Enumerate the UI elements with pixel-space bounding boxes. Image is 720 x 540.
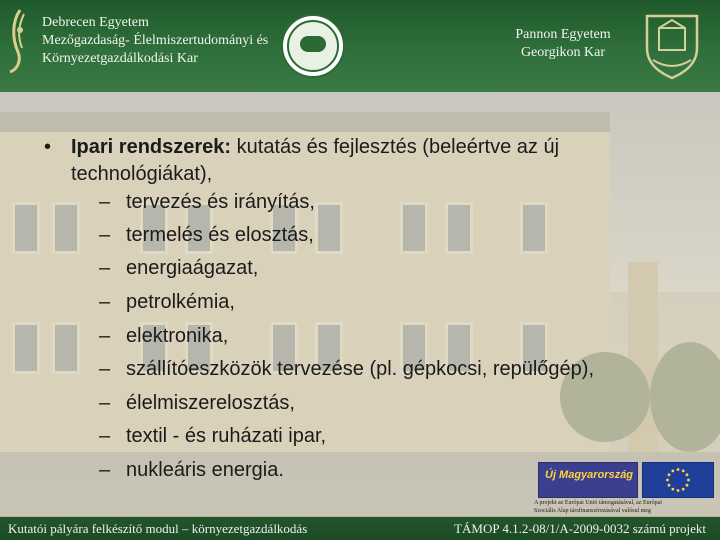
bullet-body: kutatás és fejlesztés (beleértve az új technológiákat), <box>71 136 560 185</box>
list-item-text: petrolkémia, <box>126 291 235 313</box>
footer-project-id: TÁMOP 4.1.2-08/1/A-2009-0032 számú projekt <box>454 521 706 536</box>
list-item-text: nukleáris energia. <box>126 459 284 481</box>
list-item-text: textil - és ruházati ipar, <box>126 425 327 447</box>
dash: – <box>99 325 111 347</box>
right-university-line: Pannon Egyetem <box>515 27 611 42</box>
uj-magyarorszag-logo <box>538 462 638 498</box>
footer-bar <box>0 517 720 540</box>
dash: – <box>99 291 111 313</box>
dash: – <box>99 257 111 279</box>
list-item-text: energiaágazat, <box>126 257 259 279</box>
header-banner <box>0 0 720 92</box>
funding-note-line: A projekt az Európai Unió támogatásával, az Európai <box>534 500 662 506</box>
university-logo-icon <box>6 8 32 74</box>
list-item-text: tervezés és irányítás, <box>126 191 315 213</box>
eu-flag-icon <box>642 462 714 498</box>
bullet-heading: Ipari rendszerek: <box>71 136 232 158</box>
funding-note <box>534 499 718 515</box>
list-item-text: szállítóeszközök tervezése (pl. gépkocsi, repülőgép), <box>126 358 595 380</box>
left-university-line: Debrecen Egyetem <box>42 15 149 30</box>
left-university-name <box>42 14 268 68</box>
right-university-line: Georgikon Kar <box>520 45 606 60</box>
footer-module-title: Kutatói pályára felkészítő modul – környezetgazdálkodás <box>8 521 308 536</box>
dash: – <box>99 392 111 414</box>
funding-note-line: Szociális Alap társfinanszírozásával valósul meg <box>534 508 651 514</box>
bullet-text <box>71 134 683 188</box>
uj-magyarorszag-logo-text: Új Magyarország <box>545 469 634 481</box>
left-university-line: Mezőgazdaság- Élelmiszertudományi és <box>42 33 269 48</box>
dash: – <box>99 459 111 481</box>
right-university-name <box>513 26 613 62</box>
funding-logos <box>538 462 716 498</box>
dash: – <box>99 358 111 380</box>
university-seal-icon <box>281 14 345 78</box>
dash: – <box>99 425 111 447</box>
bullet-symbol: • <box>44 136 52 158</box>
list-item-text: termelés és elosztás, <box>126 224 314 246</box>
left-university-line: Környezetgazdálkodási Kar <box>42 51 198 66</box>
list-item-text: elektronika, <box>126 325 229 347</box>
dash: – <box>99 191 111 213</box>
list-item-text: élelmiszerelosztás, <box>126 392 295 414</box>
university-crest-icon <box>641 12 703 80</box>
dash: – <box>99 224 111 246</box>
